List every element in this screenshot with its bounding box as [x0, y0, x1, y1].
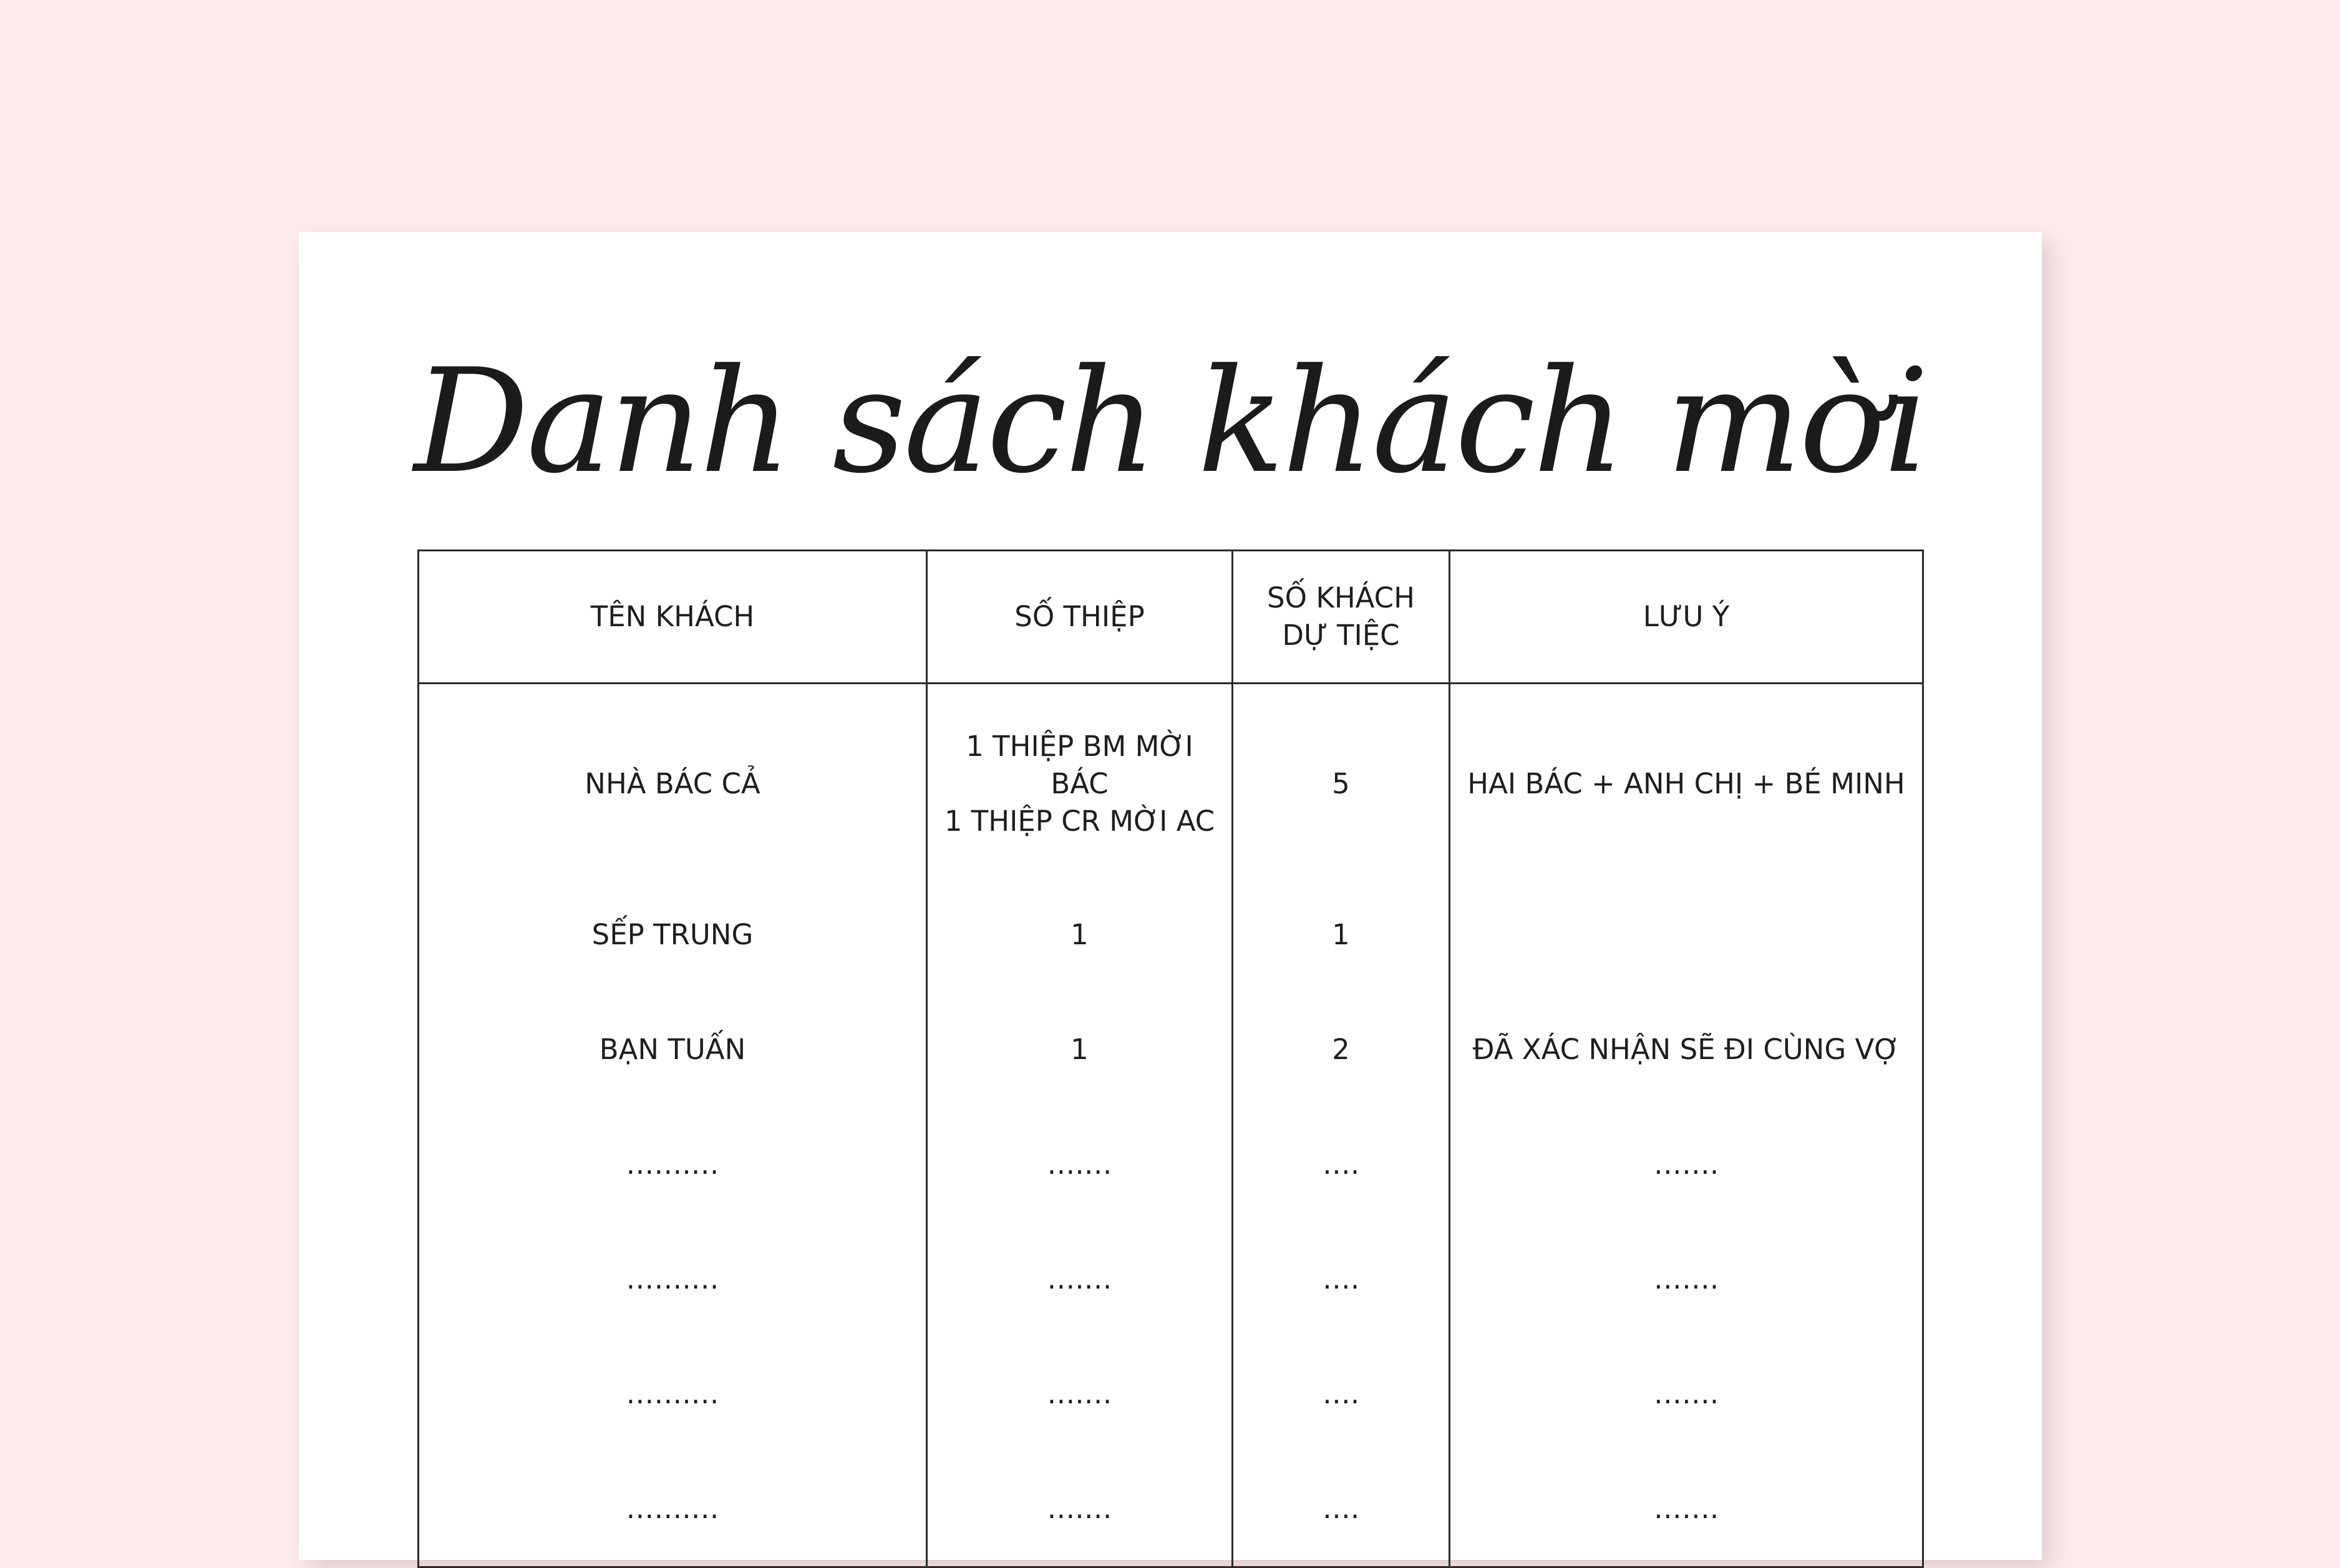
- invitation-count-cell: ….…: [927, 1451, 1233, 1567]
- attendee-count-cell: ….: [1233, 1222, 1450, 1337]
- guest-name-cell: …….…: [419, 1107, 927, 1222]
- table-row: [419, 1107, 1923, 1222]
- invitation-count-cell: ….…: [927, 1222, 1233, 1337]
- notes-cell: …….: [1450, 1222, 1923, 1337]
- attendee-count-cell: 2: [1233, 992, 1450, 1107]
- invitation-count-cell: ….…: [927, 1107, 1233, 1222]
- guest-name-cell: …….…: [419, 1337, 927, 1451]
- header-notes: LƯU Ý: [1450, 551, 1923, 684]
- guest-name-cell: …….…: [419, 1222, 927, 1337]
- notes-cell: …….: [1450, 1451, 1923, 1567]
- guest-name-cell: BẠN TUẤN: [419, 992, 927, 1107]
- header-invitation-count: SỐ THIỆP: [927, 551, 1233, 684]
- attendee-count-cell: ….: [1233, 1107, 1450, 1222]
- invitation-count-cell: 1: [927, 878, 1233, 992]
- attendee-count-cell: 1: [1233, 878, 1450, 992]
- table-row: [419, 878, 1923, 992]
- table-row: [419, 1451, 1923, 1567]
- guest-list-sheet: [299, 232, 2042, 1560]
- table-row: [419, 1337, 1923, 1451]
- attendee-count-cell: ….: [1233, 1337, 1450, 1451]
- header-guest-name: TÊN KHÁCH: [419, 551, 927, 684]
- table-row: [419, 684, 1923, 878]
- guest-name-cell: …….…: [419, 1451, 927, 1567]
- notes-cell: ĐÃ XÁC NHẬN SẼ ĐI CÙNG VỢ: [1450, 992, 1923, 1107]
- invitation-count-cell: 1: [927, 992, 1233, 1107]
- notes-cell: HAI BÁC + ANH CHỊ + BÉ MINH: [1450, 684, 1923, 878]
- guest-name-cell: NHÀ BÁC CẢ: [419, 684, 927, 878]
- attendee-count-cell: ….: [1233, 1451, 1450, 1567]
- notes-cell: [1450, 878, 1923, 992]
- attendee-count-cell: 5: [1233, 684, 1450, 878]
- header-attendee-count: SỐ KHÁCH DỰ TIỆC: [1233, 551, 1450, 684]
- table-header-row: [419, 551, 1923, 684]
- table-row: [419, 1222, 1923, 1337]
- notes-cell: …….: [1450, 1107, 1923, 1222]
- table-row: [419, 992, 1923, 1107]
- page-title: Danh sách khách mời: [414, 339, 1927, 505]
- guest-name-cell: SẾP TRUNG: [419, 878, 927, 992]
- guest-table: [417, 549, 1924, 1568]
- invitation-count-cell: 1 THIỆP BM MỜI BÁC 1 THIỆP CR MỜI AC: [927, 684, 1233, 878]
- notes-cell: …….: [1450, 1337, 1923, 1451]
- invitation-count-cell: ….…: [927, 1337, 1233, 1451]
